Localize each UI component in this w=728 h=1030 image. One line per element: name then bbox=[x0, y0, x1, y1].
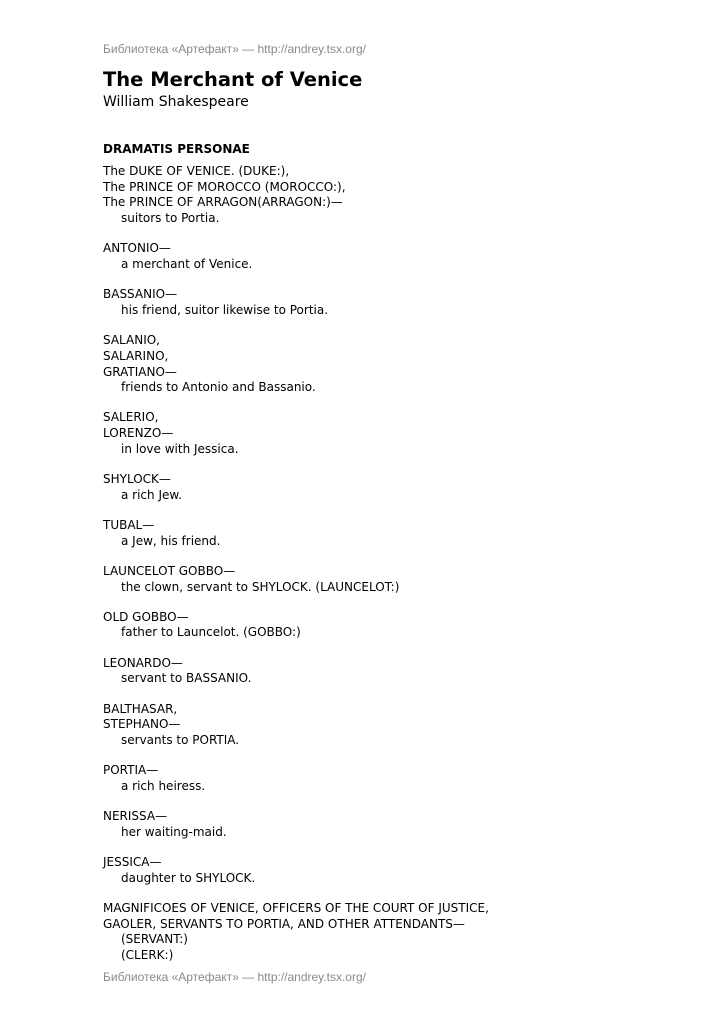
document-author: William Shakespeare bbox=[103, 94, 249, 110]
persona-name: The PRINCE OF ARRAGON(ARRAGON:)— bbox=[103, 195, 343, 210]
section-heading: DRAMATIS PERSONAE bbox=[103, 142, 250, 156]
persona-description: a merchant of Venice. bbox=[121, 257, 253, 272]
persona-description: servants to PORTIA. bbox=[121, 732, 240, 747]
persona-group bbox=[103, 702, 683, 749]
persona-description: a Jew, his friend. bbox=[121, 533, 221, 548]
persona-name: SHYLOCK— bbox=[103, 472, 171, 487]
persona-name: STEPHANO— bbox=[103, 717, 181, 732]
persona-description: (CLERK:) bbox=[121, 948, 174, 963]
persona-group bbox=[103, 164, 683, 227]
persona-description: her waiting-maid. bbox=[121, 824, 227, 839]
persona-group bbox=[103, 410, 683, 457]
persona-group bbox=[103, 901, 683, 964]
persona-name: JESSICA— bbox=[103, 855, 162, 869]
persona-group bbox=[103, 472, 683, 503]
persona-description: (SERVANT:) bbox=[121, 932, 188, 947]
persona-name: LEONARDO— bbox=[103, 655, 183, 670]
persona-group bbox=[103, 333, 683, 396]
persona-group bbox=[103, 287, 683, 318]
persona-group bbox=[103, 610, 683, 641]
persona-name: LORENZO— bbox=[103, 426, 174, 441]
persona-name: GRATIANO— bbox=[103, 364, 177, 379]
document-title: The Merchant of Venice bbox=[103, 68, 363, 91]
persona-description: a rich heiress. bbox=[121, 778, 206, 793]
header-library-note: Библиотека «Артефакт» — http://andrey.tsx.org/ bbox=[103, 42, 366, 56]
persona-name: The PRINCE OF MOROCCO (MOROCCO:), bbox=[103, 179, 346, 194]
persona-description: a rich Jew. bbox=[121, 487, 182, 502]
persona-name: BALTHASAR, bbox=[103, 701, 178, 716]
persona-group bbox=[103, 564, 683, 595]
persona-group bbox=[103, 855, 683, 886]
persona-description: suitors to Portia. bbox=[121, 211, 220, 226]
persona-name: OLD GOBBO— bbox=[103, 609, 189, 624]
persona-name: ANTONIO— bbox=[103, 241, 171, 256]
persona-description: father to Launcelot. (GOBBO:) bbox=[121, 625, 301, 640]
footer-library-note: Библиотека «Артефакт» — http://andrey.tsx.org/ bbox=[103, 970, 366, 984]
persona-group bbox=[103, 518, 683, 549]
persona-description: the clown, servant to SHYLOCK. (LAUNCELOT:) bbox=[121, 579, 400, 594]
persona-group bbox=[103, 656, 683, 687]
persona-group bbox=[103, 763, 683, 794]
persona-description: servant to BASSANIO. bbox=[121, 671, 252, 686]
persona-list bbox=[103, 164, 683, 978]
persona-description: daughter to SHYLOCK. bbox=[121, 870, 256, 885]
persona-name: The DUKE OF VENICE. (DUKE:), bbox=[103, 164, 290, 178]
persona-name: NERISSA— bbox=[103, 809, 168, 824]
persona-name: SALERIO, bbox=[103, 410, 159, 425]
persona-name: PORTIA— bbox=[103, 763, 159, 778]
persona-name: GAOLER, SERVANTS TO PORTIA, AND OTHER ATTENDANTS— bbox=[103, 916, 465, 931]
persona-description: friends to Antonio and Bassanio. bbox=[121, 380, 316, 395]
persona-group bbox=[103, 809, 683, 840]
persona-group bbox=[103, 241, 683, 272]
persona-description: his friend, suitor likewise to Portia. bbox=[121, 302, 329, 317]
persona-name: LAUNCELOT GOBBO— bbox=[103, 563, 236, 578]
persona-name: BASSANIO— bbox=[103, 287, 178, 302]
persona-name: MAGNIFICOES OF VENICE, OFFICERS OF THE COURT OF JUSTICE, bbox=[103, 900, 489, 915]
persona-name: TUBAL— bbox=[103, 517, 155, 532]
persona-name: SALANIO, bbox=[103, 333, 160, 348]
persona-description: in love with Jessica. bbox=[121, 441, 239, 456]
persona-name: SALARINO, bbox=[103, 348, 169, 363]
